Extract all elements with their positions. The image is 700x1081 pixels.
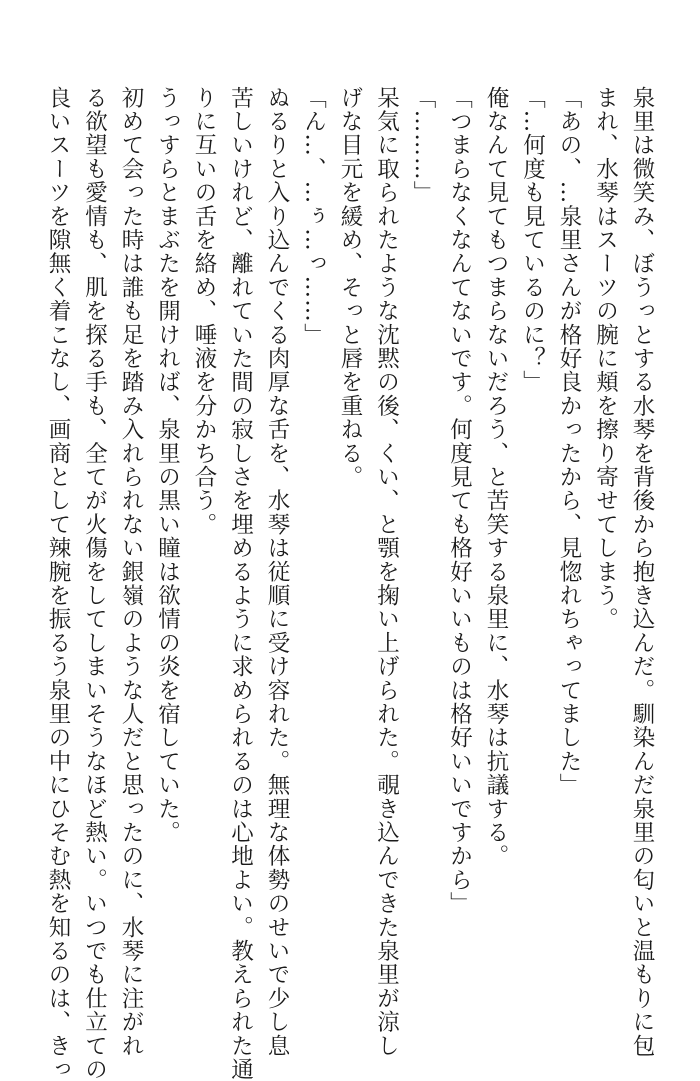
text-line: ぬるりと入り込んでくる肉厚な舌を、水琴は従順に受け容れた。無理な体勢のせいで少し息	[264, 86, 290, 1058]
text-line: 「つまらなくなんてないです。何度見ても格好いいものは格好いいですから」	[446, 86, 473, 916]
text-line: 泉里は微笑み、ぼうっとする水琴を背後から抱き込んだ。馴染んだ泉里の匂いと温もりに包	[629, 86, 655, 1058]
vertical-text-body	[40, 86, 661, 1081]
text-line: まれ、水琴はスーツの腕に頬を擦り寄せてしまう。	[592, 86, 619, 632]
text-line: 苦しいけれど、離れていた間の寂しさを埋めるように求められるのは心地よい。教えられた通	[227, 86, 254, 1081]
text-line: 「…何度も見ているのに？」	[519, 86, 546, 395]
text-line: 「あの、…泉里さんが格好良かったから、見惚れちゃってました」	[556, 86, 582, 797]
text-line: うっすらとまぶたを開ければ、泉里の黒い瞳は欲情の炎を宿していた。	[154, 86, 181, 845]
text-line: げな目元を緩め、そっと唇を重ねる。	[337, 86, 363, 489]
text-line: る欲望も愛情も、肌を探る手も、全てが火傷をしてしまいそうなほど熱い。いつでも仕立ての	[81, 86, 108, 1081]
text-line: 呆気に取られたような沈黙の後、くい、と顎を掬い上げられた。覗き込んできた泉里が涼し	[373, 86, 400, 1058]
text-line: 「………」	[410, 86, 436, 205]
text-line: 俺なんて見てもつまらないだろう、と苦笑する泉里に、水琴は抗議する。	[483, 86, 509, 869]
text-line: 「ん…、…ぅ…っ……」	[300, 86, 327, 347]
text-line: りに互いの舌を絡め、唾液を分かち合う。	[191, 86, 217, 537]
text-line: 初めて会った時は誰も足を踏み入れられない銀嶺のような人だと思ったのに、水琴に注がれ	[118, 86, 144, 1058]
text-line: 良いスーツを隙無く着こなし、画商として辣腕を振るう泉里の中にひそむ熱を知るのは、きっ	[45, 86, 71, 1081]
